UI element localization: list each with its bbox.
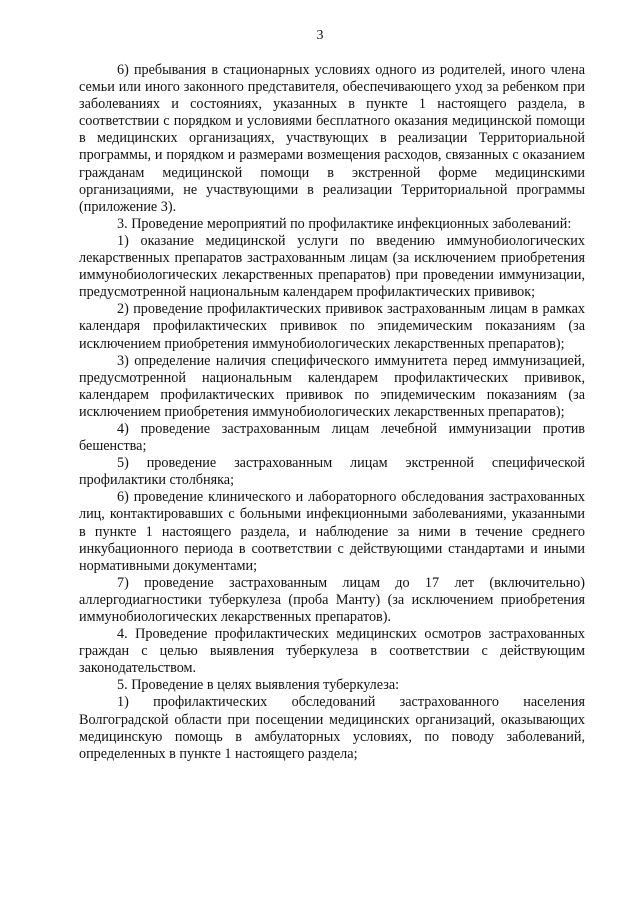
paragraph-section3-item7: 7) проведение застрахованным лицам до 17 лет (включительно) аллергодиагностики туберкулеза (проба Манту) (за исключением приобретения иммунобиологических лекарственных препаратов). xyxy=(79,574,585,625)
paragraph-section3-item4: 4) проведение застрахованным лицам лечебной иммунизации против бешенства; xyxy=(79,420,585,455)
paragraph-item6-parent-stay: 6) пребывания в стационарных условиях одного из родителей, иного члена семьи или иного законного представителя, обеспечивающего уход за ребенком при заболеваниях и состояниях, указанных в пункте 1 настоящего раздела, в соответствии с порядком и условиями бесплатного оказания медицинской помощи в медицинских организациях, участвующих в реализации Территориальной программы, и порядком и размерами возмещения расходов, связанных с оказанием гражданам медицинской помощи в экстренной форме медицинскими организациями, не участвующими в реализации Территориальной программы (приложение 3). xyxy=(79,62,585,215)
paragraph-section3-item1: 1) оказание медицинской услуги по введению иммунобиологических лекарственных препаратов застрахованным лицам (за исключением приобретения иммунобиологических лекарственных препаратов) при проведении иммунизации, предусмотренной национальным календарем профилактических прививок; xyxy=(79,232,585,301)
paragraph-section3-item2: 2) проведение профилактических прививок застрахованным лицам в рамках календаря профилактических прививок по эпидемическим показаниям (за исключением приобретения иммунобиологических лекарственных препаратов); xyxy=(79,301,585,352)
document-body xyxy=(79,62,585,763)
page-number: 3 xyxy=(316,28,324,43)
paragraph-section3-item6: 6) проведение клинического и лабораторного обследования застрахованных лиц, контактировавших с больными инфекционными заболеваниями, указанными в пункте 1 настоящего раздела, и наблюдение за ними в течение среднего инкубационного периода в соответствии с действующими стандартами и иными нормативными документами; xyxy=(79,489,585,574)
paragraph-section3-item3: 3) определение наличия специфического иммунитета перед иммунизацией, предусмотренной национальным календарем профилактических прививок, календарем профилактических прививок по эпидемическим показаниям (за исключением приобретения иммунобиологических лекарственных препаратов); xyxy=(79,352,585,420)
paragraph-section3-heading: 3. Проведение мероприятий по профилактике инфекционных заболеваний: xyxy=(117,215,572,232)
paragraph-section5-heading: 5. Проведение в целях выявления туберкулеза: xyxy=(117,677,400,694)
paragraph-section5-item1: 1) профилактических обследований застрахованного населения Волгоградской области при посещении медицинских организаций, оказывающих медицинскую помощь в амбулаторных условиях, по поводу заболеваний, определенных в пункте 1 настоящего раздела; xyxy=(79,694,585,762)
paragraph-section3-item5: 5) проведение застрахованным лицам экстренной специфической профилактики столбняка; xyxy=(79,455,585,489)
paragraph-section4: 4. Проведение профилактических медицинских осмотров застрахованных граждан с целью выявления туберкулеза в соответствии с действующим законодательством. xyxy=(79,626,585,677)
